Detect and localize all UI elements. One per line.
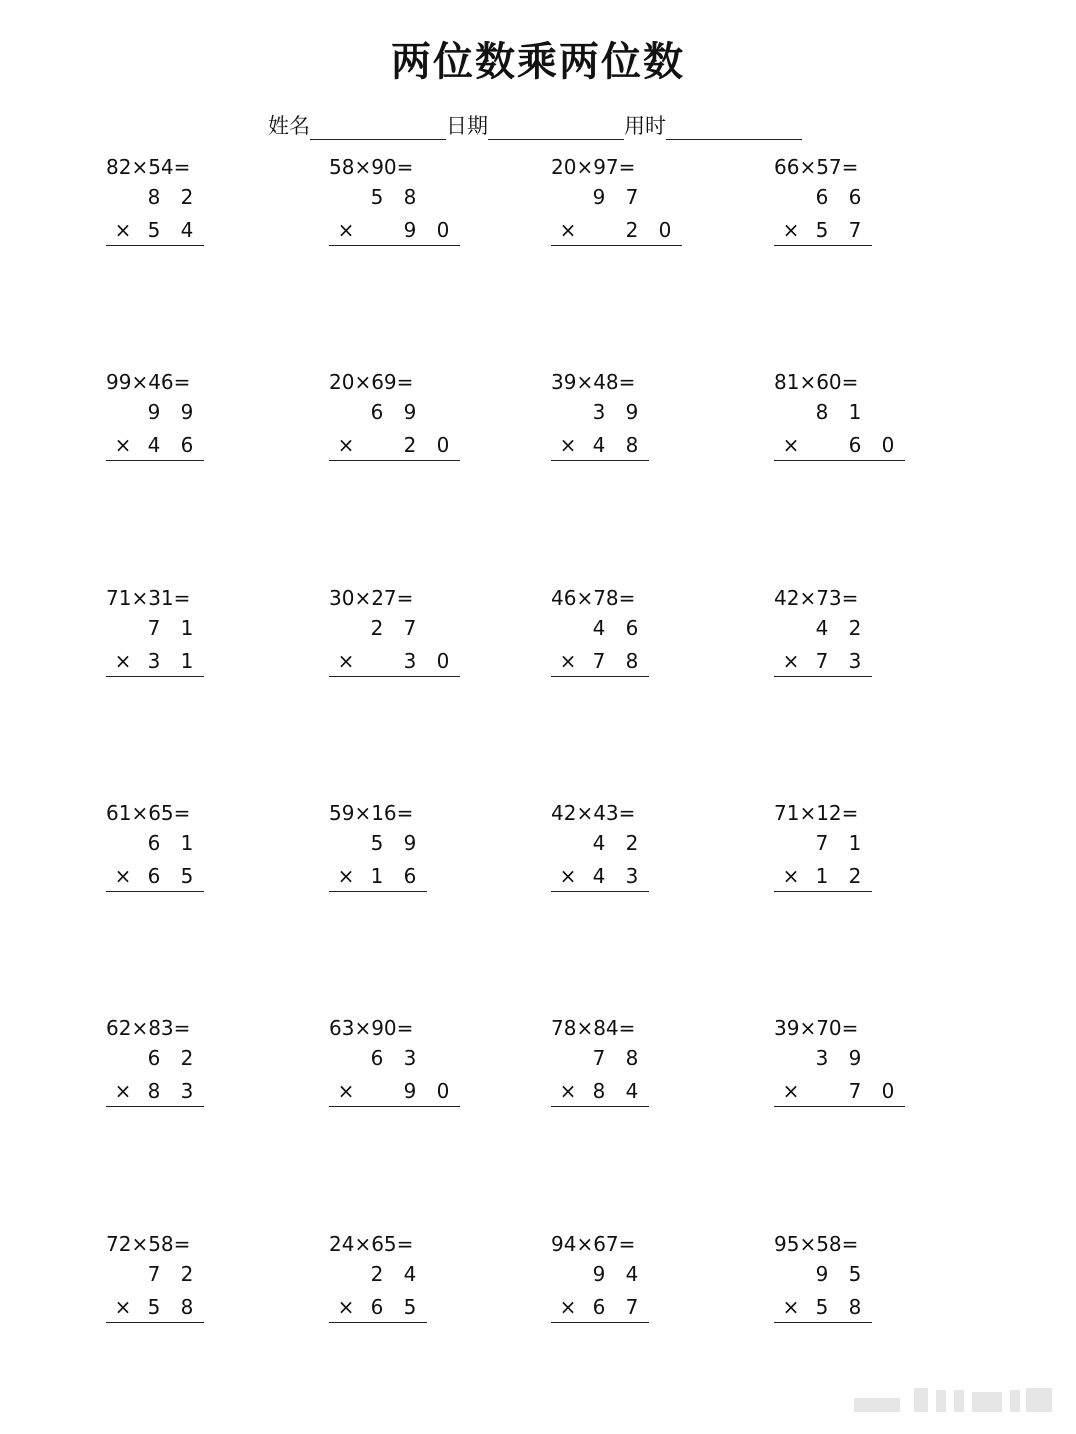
multiplier-ones-digit: 0 [881, 433, 895, 457]
times-sign: × [114, 1295, 132, 1319]
multiplier-ones-digit: 3 [625, 864, 639, 888]
multiplicand-ones-digit: 7 [403, 616, 417, 640]
answer-line [551, 1322, 649, 1323]
answer-line [774, 891, 872, 892]
problem-card [551, 801, 751, 921]
problem-card [106, 155, 306, 275]
multiplicand-ones-digit: 7 [625, 185, 639, 209]
multiplier-ones-digit: 0 [436, 433, 450, 457]
multiplier-ones-digit: 8 [625, 433, 639, 457]
multiplier-tens-digit: 1 [370, 864, 384, 888]
multiplicand-tens-digit: 2 [370, 1262, 384, 1286]
times-sign: × [559, 1295, 577, 1319]
answer-line [106, 1322, 204, 1323]
multiplicand-tens-digit: 6 [815, 185, 829, 209]
answer-line [774, 676, 872, 677]
multiplicand-tens-digit: 2 [370, 616, 384, 640]
problem-expression: 42×73= [774, 586, 859, 610]
times-sign: × [114, 649, 132, 673]
multiplier-ones-digit: 8 [848, 1295, 862, 1319]
multiplier-tens-digit: 9 [403, 218, 417, 242]
times-sign: × [559, 218, 577, 242]
answer-line [329, 245, 460, 246]
answer-line [106, 245, 204, 246]
problem-card [551, 155, 751, 275]
multiplier-ones-digit: 0 [658, 218, 672, 242]
multiplier-tens-digit: 5 [815, 1295, 829, 1319]
answer-line [329, 676, 460, 677]
multiplicand-tens-digit: 4 [815, 616, 829, 640]
times-sign: × [337, 1079, 355, 1103]
multiplicand-ones-digit: 2 [180, 1262, 194, 1286]
problem-expression: 20×69= [329, 370, 414, 394]
problem-expression: 78×84= [551, 1016, 636, 1040]
multiplier-tens-digit: 4 [592, 433, 606, 457]
multiplier-tens-digit: 7 [592, 649, 606, 673]
multiplicand-tens-digit: 9 [592, 1262, 606, 1286]
times-sign: × [337, 649, 355, 673]
problem-card [106, 801, 306, 921]
times-sign: × [337, 864, 355, 888]
times-sign: × [337, 433, 355, 457]
times-sign: × [559, 1079, 577, 1103]
times-sign: × [782, 1295, 800, 1319]
multiplicand-tens-digit: 7 [147, 1262, 161, 1286]
times-sign: × [114, 1079, 132, 1103]
multiplicand-tens-digit: 4 [592, 616, 606, 640]
problem-expression: 72×58= [106, 1232, 191, 1256]
problem-card [551, 586, 751, 706]
multiplier-ones-digit: 5 [403, 1295, 417, 1319]
problem-card [774, 1016, 974, 1136]
multiplicand-ones-digit: 4 [403, 1262, 417, 1286]
times-sign: × [782, 218, 800, 242]
multiplier-ones-digit: 4 [625, 1079, 639, 1103]
times-sign: × [782, 433, 800, 457]
multiplicand-tens-digit: 5 [370, 831, 384, 855]
multiplicand-ones-digit: 9 [403, 831, 417, 855]
multiplier-tens-digit: 4 [592, 864, 606, 888]
problem-expression: 39×70= [774, 1016, 859, 1040]
problem-expression: 20×97= [551, 155, 636, 179]
worksheet-title: 两位数乘两位数 [391, 39, 685, 85]
multiplier-ones-digit: 5 [180, 864, 194, 888]
answer-line [106, 891, 204, 892]
multiplier-tens-digit: 8 [592, 1079, 606, 1103]
date-label: 日期 [446, 114, 488, 138]
answer-line [329, 1322, 427, 1323]
problem-card [106, 1232, 306, 1352]
multiplicand-tens-digit: 6 [370, 400, 384, 424]
answer-line [551, 891, 649, 892]
times-sign: × [337, 218, 355, 242]
problem-expression: 94×67= [551, 1232, 636, 1256]
multiplier-tens-digit: 2 [625, 218, 639, 242]
times-sign: × [559, 433, 577, 457]
answer-line [774, 245, 872, 246]
multiplicand-ones-digit: 5 [848, 1262, 862, 1286]
multiplicand-tens-digit: 3 [592, 400, 606, 424]
multiplicand-tens-digit: 5 [370, 185, 384, 209]
multiplier-ones-digit: 0 [436, 649, 450, 673]
problem-card [106, 370, 306, 490]
multiplicand-ones-digit: 6 [848, 185, 862, 209]
multiplicand-ones-digit: 1 [180, 831, 194, 855]
multiplicand-ones-digit: 6 [625, 616, 639, 640]
problem-expression: 66×57= [774, 155, 859, 179]
multiplicand-ones-digit: 8 [403, 185, 417, 209]
problem-expression: 71×12= [774, 801, 859, 825]
multiplier-tens-digit: 5 [147, 1295, 161, 1319]
problem-card [774, 801, 974, 921]
name-blank[interactable] [310, 113, 446, 140]
multiplier-tens-digit: 3 [147, 649, 161, 673]
multiplier-tens-digit: 6 [370, 1295, 384, 1319]
multiplicand-ones-digit: 2 [180, 1046, 194, 1070]
answer-line [774, 460, 905, 461]
problem-card [774, 370, 974, 490]
problem-expression: 63×90= [329, 1016, 414, 1040]
times-sign: × [782, 1079, 800, 1103]
answer-line [329, 891, 427, 892]
problem-card [551, 1016, 751, 1136]
times-sign: × [782, 864, 800, 888]
times-sign: × [559, 649, 577, 673]
problem-card [106, 586, 306, 706]
multiplicand-tens-digit: 9 [147, 400, 161, 424]
multiplicand-tens-digit: 9 [815, 1262, 829, 1286]
multiplicand-tens-digit: 9 [592, 185, 606, 209]
problem-card [774, 155, 974, 275]
multiplicand-ones-digit: 2 [180, 185, 194, 209]
multiplicand-ones-digit: 1 [848, 400, 862, 424]
watermark [854, 1382, 1054, 1412]
multiplier-tens-digit: 6 [592, 1295, 606, 1319]
multiplier-tens-digit: 2 [403, 433, 417, 457]
problem-expression: 39×48= [551, 370, 636, 394]
problem-expression: 71×31= [106, 586, 191, 610]
multiplier-ones-digit: 8 [625, 649, 639, 673]
problem-expression: 42×43= [551, 801, 636, 825]
multiplicand-ones-digit: 9 [403, 400, 417, 424]
answer-line [551, 460, 649, 461]
multiplier-tens-digit: 6 [848, 433, 862, 457]
multiplier-ones-digit: 3 [848, 649, 862, 673]
problem-expression: 99×46= [106, 370, 191, 394]
answer-line [774, 1106, 905, 1107]
multiplicand-tens-digit: 4 [592, 831, 606, 855]
multiplier-tens-digit: 3 [403, 649, 417, 673]
multiplicand-ones-digit: 9 [180, 400, 194, 424]
multiplier-ones-digit: 6 [403, 864, 417, 888]
multiplier-tens-digit: 5 [815, 218, 829, 242]
problem-expression: 46×78= [551, 586, 636, 610]
problem-expression: 24×65= [329, 1232, 414, 1256]
multiplier-ones-digit: 4 [180, 218, 194, 242]
multiplier-tens-digit: 7 [815, 649, 829, 673]
times-sign: × [114, 433, 132, 457]
multiplicand-tens-digit: 7 [592, 1046, 606, 1070]
multiplicand-ones-digit: 2 [625, 831, 639, 855]
problem-card [774, 586, 974, 706]
multiplicand-ones-digit: 9 [625, 400, 639, 424]
problem-card [551, 370, 751, 490]
answer-line [329, 1106, 460, 1107]
time-blank[interactable] [666, 113, 802, 140]
problem-expression: 62×83= [106, 1016, 191, 1040]
multiplicand-ones-digit: 8 [625, 1046, 639, 1070]
problem-card [329, 370, 529, 490]
multiplicand-ones-digit: 1 [180, 616, 194, 640]
problem-card [329, 586, 529, 706]
problem-expression: 59×16= [329, 801, 414, 825]
problem-expression: 61×65= [106, 801, 191, 825]
problem-card [551, 1232, 751, 1352]
times-sign: × [114, 864, 132, 888]
date-blank[interactable] [488, 113, 624, 140]
multiplier-ones-digit: 1 [180, 649, 194, 673]
multiplier-ones-digit: 7 [625, 1295, 639, 1319]
answer-line [551, 1106, 649, 1107]
answer-line [774, 1322, 872, 1323]
multiplier-tens-digit: 7 [848, 1079, 862, 1103]
multiplicand-ones-digit: 4 [625, 1262, 639, 1286]
problem-expression: 81×60= [774, 370, 859, 394]
multiplicand-tens-digit: 6 [147, 1046, 161, 1070]
multiplier-ones-digit: 7 [848, 218, 862, 242]
student-info-row [268, 108, 802, 140]
multiplier-tens-digit: 1 [815, 864, 829, 888]
times-sign: × [114, 218, 132, 242]
problem-card [106, 1016, 306, 1136]
multiplier-tens-digit: 4 [147, 433, 161, 457]
times-sign: × [782, 649, 800, 673]
name-label: 姓名 [268, 114, 310, 138]
problem-expression: 30×27= [329, 586, 414, 610]
problem-card [774, 1232, 974, 1352]
multiplicand-ones-digit: 3 [403, 1046, 417, 1070]
multiplicand-tens-digit: 3 [815, 1046, 829, 1070]
answer-line [329, 460, 460, 461]
problem-expression: 82×54= [106, 155, 191, 179]
multiplier-ones-digit: 2 [848, 864, 862, 888]
answer-line [551, 676, 649, 677]
answer-line [106, 1106, 204, 1107]
problem-card [329, 1232, 529, 1352]
multiplier-ones-digit: 3 [180, 1079, 194, 1103]
answer-line [551, 245, 682, 246]
multiplicand-ones-digit: 2 [848, 616, 862, 640]
multiplier-ones-digit: 0 [436, 1079, 450, 1103]
multiplicand-tens-digit: 6 [147, 831, 161, 855]
multiplier-tens-digit: 5 [147, 218, 161, 242]
answer-line [106, 460, 204, 461]
times-sign: × [559, 864, 577, 888]
multiplier-ones-digit: 0 [881, 1079, 895, 1103]
problem-card [329, 801, 529, 921]
multiplicand-tens-digit: 8 [147, 185, 161, 209]
multiplier-tens-digit: 8 [147, 1079, 161, 1103]
problem-card [329, 155, 529, 275]
multiplicand-ones-digit: 1 [848, 831, 862, 855]
multiplicand-ones-digit: 9 [848, 1046, 862, 1070]
multiplier-ones-digit: 6 [180, 433, 194, 457]
multiplicand-tens-digit: 8 [815, 400, 829, 424]
multiplier-tens-digit: 9 [403, 1079, 417, 1103]
multiplicand-tens-digit: 7 [147, 616, 161, 640]
multiplicand-tens-digit: 6 [370, 1046, 384, 1070]
multiplicand-tens-digit: 7 [815, 831, 829, 855]
multiplier-ones-digit: 8 [180, 1295, 194, 1319]
times-sign: × [337, 1295, 355, 1319]
problem-expression: 58×90= [329, 155, 414, 179]
problem-expression: 95×58= [774, 1232, 859, 1256]
multiplier-tens-digit: 6 [147, 864, 161, 888]
multiplier-ones-digit: 0 [436, 218, 450, 242]
time-label: 用时 [624, 114, 666, 138]
answer-line [106, 676, 204, 677]
problem-card [329, 1016, 529, 1136]
